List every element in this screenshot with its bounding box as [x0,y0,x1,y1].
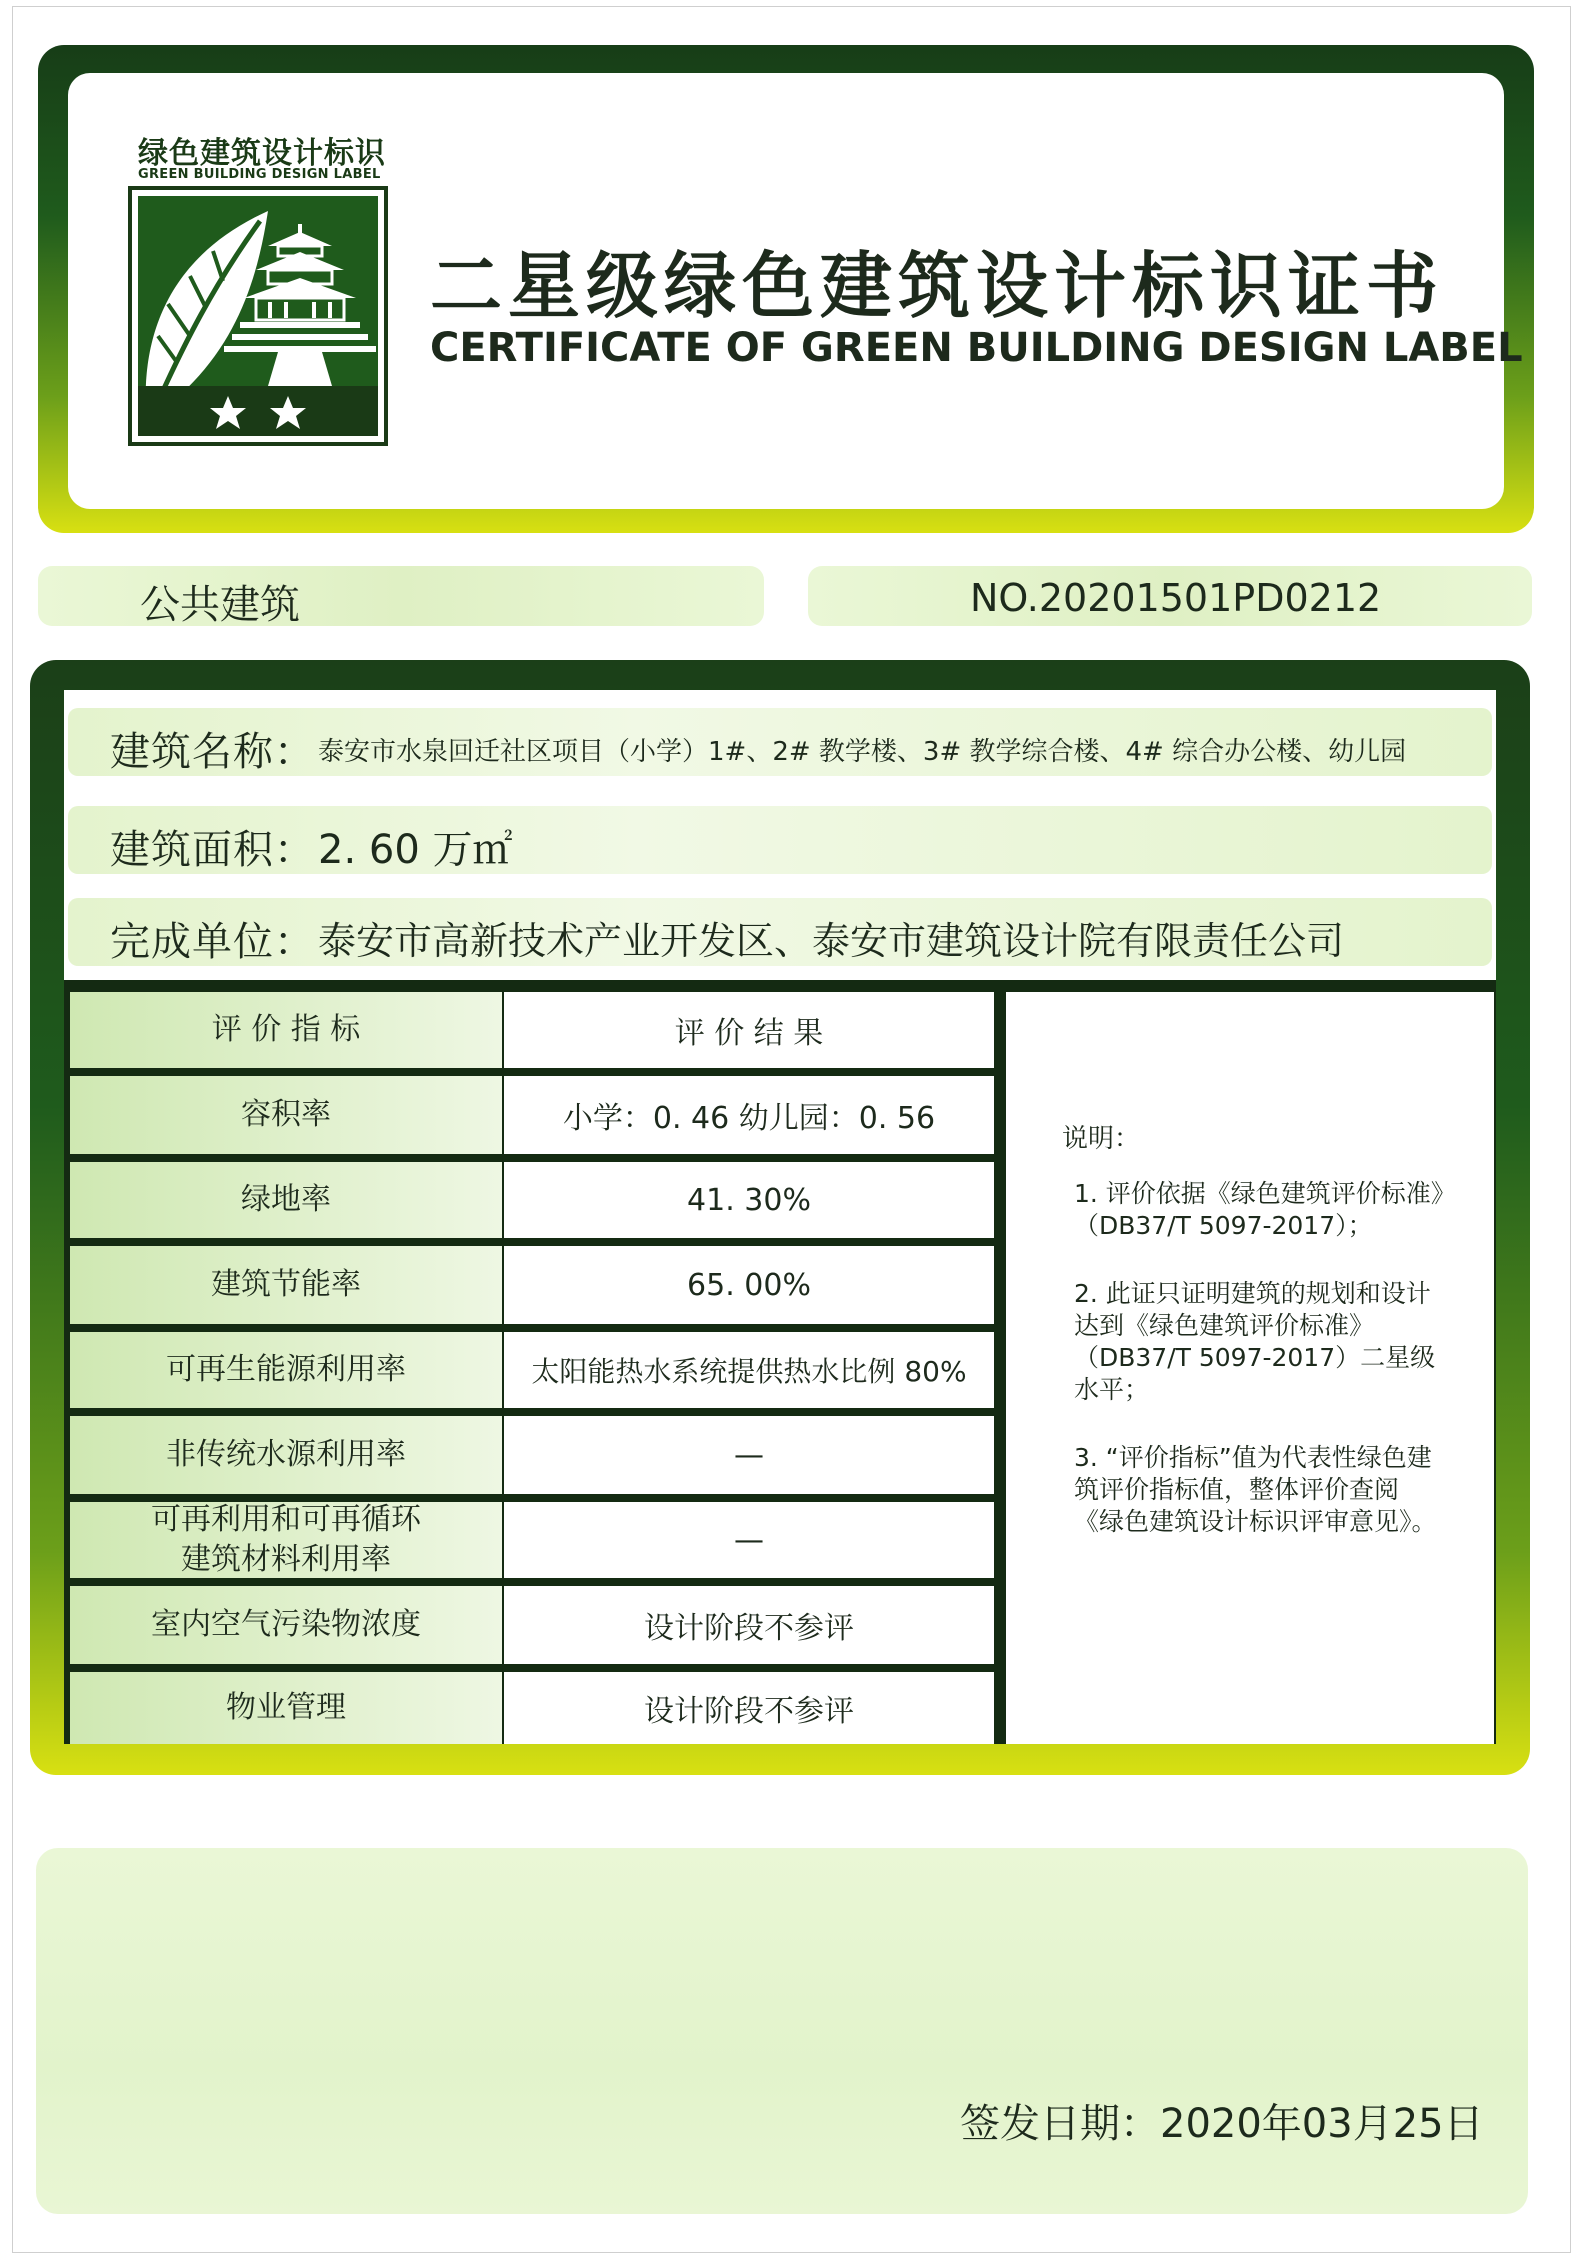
table-row-result: 太阳能热水系统提供热水比例 80% [504,1332,994,1408]
table-row-result: 小学：0. 46 幼儿园：0. 56 [504,1076,994,1154]
table-row-indicator: 可再利用和可再循环建筑材料利用率 [70,1502,502,1578]
table-row-indicator: 可再生能源利用率 [70,1332,502,1408]
notes-title: 说明： [1062,1124,1141,1154]
building-area-label: 建筑面积： [110,827,315,873]
table-row-result: 65. 00% [504,1246,994,1324]
note-item: 1. 评价依据《绿色建筑评价标准》（DB37/T 5097-2017）； [1074,1179,1444,1240]
table-row-result: 设计阶段不参评 [504,1672,994,1744]
table-header-indicator: 评 价 指 标 [70,992,502,1068]
table-row-indicator: 非传统水源利用率 [70,1416,502,1494]
issue-date [960,2092,1484,2149]
issue-date-label: 签发日期： [960,2101,1160,2147]
building-category: 公共建筑 [140,582,300,628]
bottom-panel [36,1848,1528,2214]
table-row-indicator: 容积率 [70,1076,502,1154]
table-row-result: — [504,1502,994,1578]
certificate-title: 二星级绿色建筑设计标识证书 [430,244,1445,328]
issue-date-value: 2020年03月25日 [1160,2101,1484,2147]
completion-unit-label: 完成单位： [110,919,315,965]
logo-title: 绿色建筑设计标识 [138,136,386,171]
certificate-title-english: CERTIFICATE OF GREEN BUILDING DESIGN LABEL [430,325,1523,371]
table-row-indicator: 室内空气污染物浓度 [70,1586,502,1664]
note-item: 2. 此证只证明建筑的规划和设计达到《绿色建筑评价标准》（DB37/T 5097-2017）二星级水平； [1074,1279,1436,1404]
building-name-value: 泰安市水泉回迁社区项目（小学）1#、2# 教学楼、3# 教学综合楼、4# 综合办公楼、幼儿园 [318,737,1407,767]
note-item: 3. “评价指标”值为代表性绿色建筑评价指标值，整体评价查阅《绿色建筑设计标识评审意见》。 [1074,1443,1437,1536]
building-name-label: 建筑名称： [110,729,315,775]
building-area-value: 2. 60 万㎡ [318,827,513,873]
completion-unit-value: 泰安市高新技术产业开发区、泰安市建筑设计院有限责任公司 [318,919,1345,963]
table-row-result: 41. 30% [504,1162,994,1238]
green-building-logo [128,186,388,446]
table-row-indicator: 物业管理 [70,1672,502,1744]
table-header-result: 评 价 结 果 [504,992,994,1068]
certificate-number: NO.20201501PD0212 [970,576,1382,620]
logo-subtitle: GREEN BUILDING DESIGN LABEL [138,167,381,182]
table-row-indicator: 建筑节能率 [70,1246,502,1324]
table-row-indicator: 绿地率 [70,1162,502,1238]
table-row-result: 设计阶段不参评 [504,1586,994,1664]
table-row-result: — [504,1416,994,1494]
